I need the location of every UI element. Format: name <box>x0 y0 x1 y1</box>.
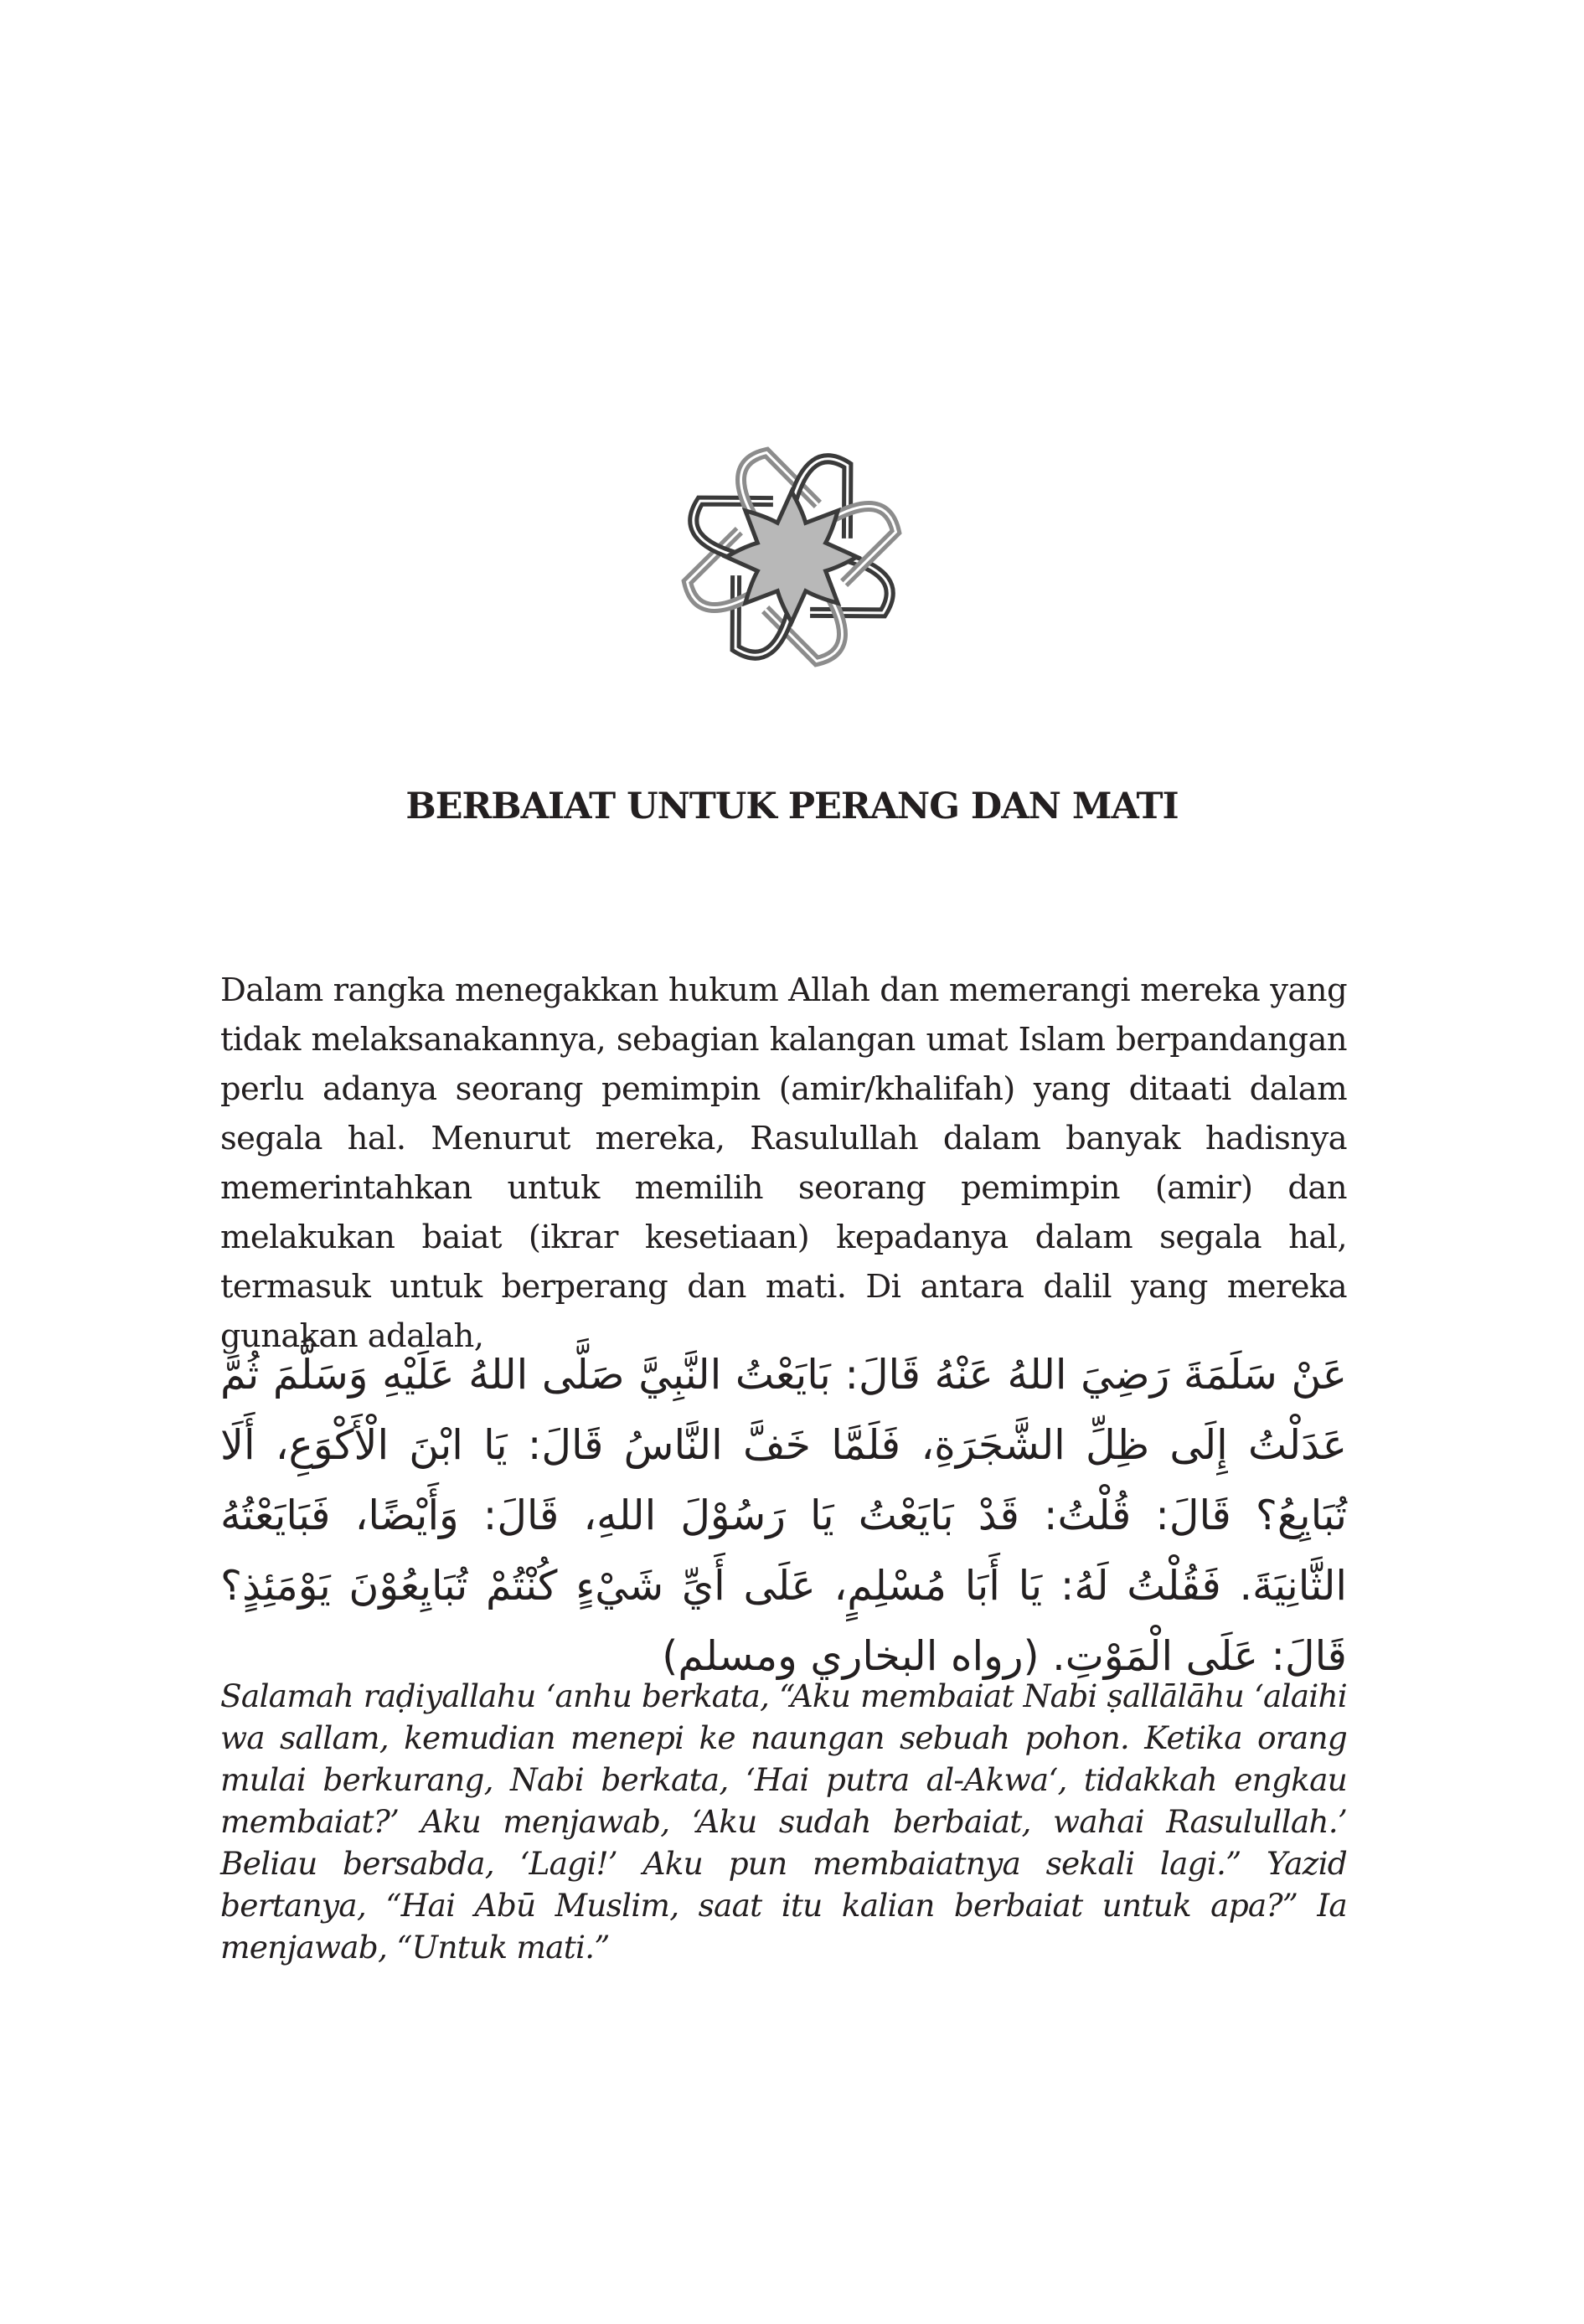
hadith-translation: Salamah raḍiyallahu ‘anhu berkata, “Aku membaiat Nabi ṣallālāhu ‘alaihi wa sallam, kemudian menepi ke naungan sebuah pohon. Ketika orang mulai berkurang, Nabi berkata, ‘Hai putra al-Akwa‘, tidakkah engkau membaiat?’ Aku menjawab, ‘Aku sudah berbaiat, wahai Rasulullah.’ Beliau bersabda, ‘Lagi!’ Aku pun membaiatnya sekali lagi.” Yazid bertanya, “Hai Abū Muslim, saat itu kalian berbaiat untuk apa?” Ia menjawab, “Untuk mati.” <box>220 1677 1347 1966</box>
hadith-arabic-text: عَنْ سَلَمَةَ رَضِيَ اللهُ عَنْهُ قَالَ: بَايَعْتُ النَّبِيَّ صَلَّى اللهُ عَلَيْهِ وَسَلَّمَ ثُمَّ عَدَلْتُ إِلَى ظِلِّ الشَّجَرَةِ، فَلَمَّا خَفَّ النَّاسُ قَالَ: يَا ابْنَ الْأَكْوَعِ، أَلَا تُبَايِعُ؟ قَالَ: قُلْتُ: قَدْ بَايَعْتُ يَا رَسُوْلَ اللهِ، قَالَ: وَأَيْضًا، فَبَايَعْتُهُ الثَّانِيَةَ. فَقُلْتُ لَهُ: يَا أَبَا مُسْلِمٍ، عَلَى أَيِّ شَيْءٍ كُنْتُمْ تُبَايِعُوْنَ يَوْمَئِذٍ؟ قَالَ: عَلَى الْمَوْتِ. (رواه البخاري ومسلم) <box>220 1351 1347 1680</box>
ornament-band <box>766 594 843 662</box>
intro-paragraph: Dalam rangka menegakkan hukum Allah dan memerangi mereka yang tidak melaksanakannya, sebagian kalangan umat Islam berpandangan perlu adanya seorang pemimpin (amir/khalifah) yang ditaati dalam segala hal. Menurut mereka, Rasulullah dalam banyak hadisnya memerintahkan untuk memilih seorang pemimpin (amir) dan melakukan baiat (ikrar kesetiaan) kepadanya dalam segala hal, termasuk untuk berperang dan mati. Di antara dalil yang mereka gunakan adalah, <box>220 971 1347 1355</box>
eight-point-star-ornament-icon <box>674 440 909 674</box>
ornament-band <box>828 507 896 584</box>
ornament-band <box>741 453 818 521</box>
ornament-center-star <box>726 492 857 622</box>
chapter-title: BERBAIAT UNTUK PERANG DAN MATI <box>405 786 1179 827</box>
ornament-band <box>688 531 756 608</box>
